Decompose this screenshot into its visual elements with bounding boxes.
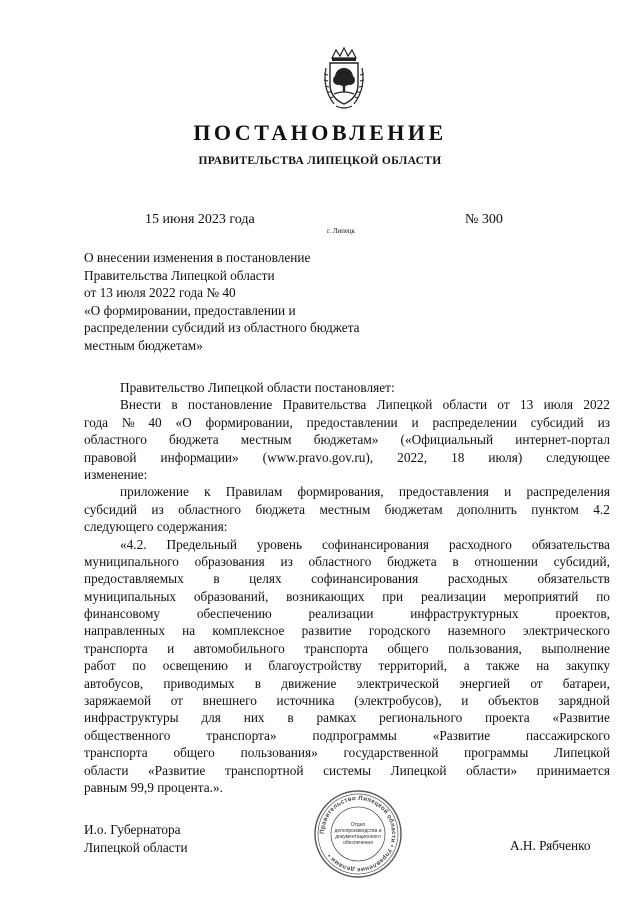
- signatory-name: А.Н. Рябченко: [510, 838, 591, 853]
- document-subtitle: ПРАВИТЕЛЬСТВА ЛИПЕЦКОЙ ОБЛАСТИ: [198, 155, 442, 167]
- paragraph-line: изменение:: [84, 466, 148, 482]
- intro-line: Правительство Липецкой области постановляет:: [120, 380, 395, 395]
- quote-line: области «Развитие транспортной системы Липецкой области» принимается: [84, 762, 610, 778]
- quote-line: равным 99,9 процента.».: [84, 779, 223, 795]
- coat-of-arms-icon: [316, 44, 372, 112]
- quote-line: предоставляемых в целях софинансирования расходных обязательств: [84, 571, 610, 587]
- paragraph-line: приложение к Правилам формирования, предоставления и распределения: [120, 484, 610, 500]
- quote-line: «4.2. Предельный уровень софинансирования расходного обязательства: [120, 536, 610, 552]
- quote-line: направленных на комплексное развитие городского наземного электрического: [84, 623, 610, 639]
- signatory-position: [84, 821, 188, 857]
- subject-line: О внесении изменения в постановление: [84, 250, 311, 265]
- quote-line: заряжаемой от внешнего источника (электробусов), и объектов зарядной: [84, 693, 610, 709]
- paragraph-line: областного бюджета местным бюджетам» («Официальный интернет-портал: [84, 432, 610, 448]
- paragraph-line: следующего содержания:: [84, 519, 228, 535]
- subject-line: Правительства Липецкой области: [84, 267, 275, 283]
- official-seal: [313, 789, 403, 879]
- document-number: № 300: [465, 212, 503, 227]
- seal-center-line: Отдел: [350, 822, 366, 828]
- quote-line: транспорта и автомобильного транспорта общего пользования, выполнение: [84, 640, 610, 656]
- quote-line: автобусов, приводимых в движение электрической энергией от батареи,: [84, 675, 610, 691]
- subject-line: от 13 июля 2022 года № 40: [84, 285, 236, 301]
- quote-line: муниципальных образований, возникающих при реализации мероприятий по: [84, 588, 610, 604]
- quote-line: общественного транспорта» подпрограммы «Развитие пассажирского: [84, 727, 610, 743]
- document-subject: [84, 249, 360, 355]
- subject-line: «О формировании, предоставлении и: [84, 302, 296, 318]
- paragraph-line: правовой информации» (www.pravo.gov.ru), 2022, 18 июля) следующее: [84, 449, 610, 465]
- quote-line: инфраструктуры для них в рамках регионального проекта «Развитие: [84, 710, 610, 726]
- svg-text:Правительство Липецкой области: Правительство Липецкой области • Управление делами •: [318, 794, 398, 874]
- signatory-position-line: И.о. Губернатора: [84, 822, 181, 837]
- quote-line: работ по освещению и благоустройству территорий, а также на закупку: [84, 658, 610, 674]
- subject-line: распределении субсидий из областного бюджета: [84, 320, 360, 336]
- subject-line: местным бюджетам»: [84, 337, 203, 353]
- quote-line: муниципального образования из областного бюджета в отношении субсидий,: [84, 553, 610, 569]
- paragraph-line: субсидий из областного бюджета местным бюджетам дополнить пунктом 4.2: [84, 501, 610, 517]
- seal-center-line: делопроизводства и: [334, 828, 382, 834]
- seal-center-line: документационного: [335, 834, 381, 840]
- paragraph-line: Внести в постановление Правительства Липецкой области от 13 июля 2022: [120, 397, 610, 413]
- document-title: ПОСТАНОВЛЕНИЕ: [193, 120, 447, 145]
- document-place: г. Липецк: [327, 227, 356, 235]
- seal-center-line: обеспечения: [343, 840, 373, 846]
- quote-line: финансовому обеспечению реализации инфраструктурных проектов,: [84, 606, 610, 622]
- document-date: 15 июня 2023 года: [145, 212, 255, 227]
- quote-line: транспорта общего пользования» государственной программы Липецкой: [84, 745, 610, 761]
- paragraph-line: года № 40 «О формировании, предоставлении и распределении субсидий из: [84, 414, 610, 430]
- document-body: [84, 379, 610, 796]
- signatory-position-line: Липецкой области: [84, 840, 188, 855]
